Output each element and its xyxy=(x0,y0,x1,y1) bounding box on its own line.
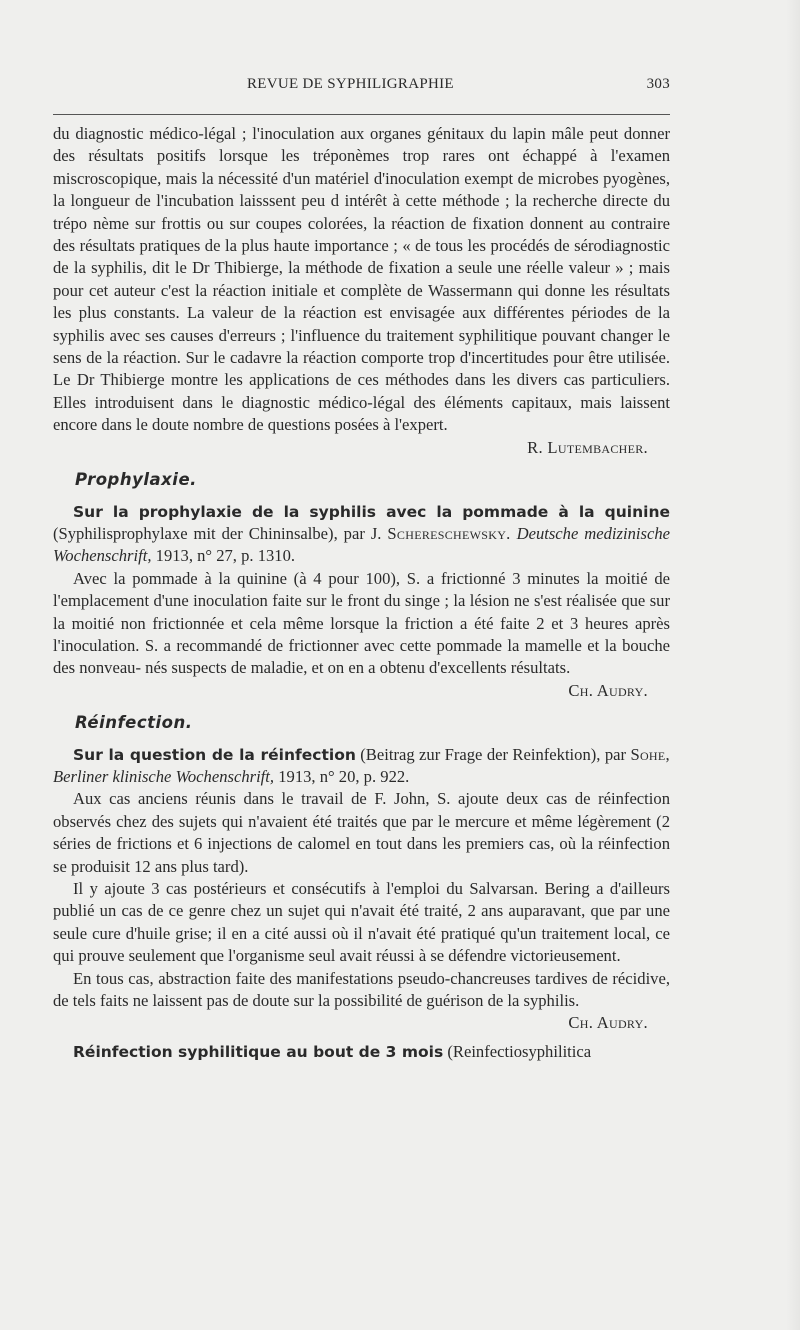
header-rule xyxy=(53,114,670,115)
journal-title: REVUE DE SYPHILIGRAPHIE xyxy=(247,76,454,92)
section1-reference xyxy=(53,501,670,568)
section2-ref-plain: (Beitrag zur Frage der Reinfektion), par xyxy=(360,744,627,764)
section2-signature xyxy=(53,1012,670,1034)
section1-journal: Deutsche medizinische Wochenschrift, xyxy=(53,523,671,566)
section2-signature-text: Ch. Audry. xyxy=(568,1013,648,1033)
section3-ref-plain: (Reinfectiosyphilitica xyxy=(447,1041,592,1061)
intro-signature xyxy=(53,437,670,459)
intro-signature-text: R. Lutembacher. xyxy=(527,437,648,457)
running-head xyxy=(53,72,670,98)
section1-ref-plain: (Syphilisprophylaxe mit der Chininsalbe), par J. xyxy=(53,523,382,543)
section-heading-reinfection: Réinfection. xyxy=(75,713,193,733)
intro-paragraph: du diagnostic médico-légal ; l'inoculation aux organes génitaux du lapin mâle peut donner des résultats positifs lorsque les tréponèmes trop rares ont échappé à l'examen miscroscopique, mais la nécessité d'un matériel d'inoculation exempt de microbes pyogènes, la longueur de l'incubation laisssent peu d intérêt à cette méthode ; la recherche directe du trépo nème sur frottis ou sur coupes colorées, la réaction de fixation donnent au contraire des résultats pratiques de la plus haute importance ; « de tous les procédés de sérodiagnostic de la syphilis, dit le Dr Thibierge, la méthode de fixation a seule une réelle valeur » ; mais pour cet auteur c'est la réaction initiale et complète de Wassermann qui donne les résultats les plus constants. La valeur de la réaction est envisagée aux différentes périodes de la syphilis avec ses causes d'erreurs ; l'influence du traitement syphilitique pouvant changer le sens de la réaction. Sur le cadavre la réaction comporte trop d'incertitudes pour être utilisée. Le Dr Thibierge montre les applications de ces méthodes dans les divers cas particuliers. Elles introduisent dans le diagnostic médico-légal des éléments capitaux, mais laissent encore dans le doute nombre de questions posées à l'expert. xyxy=(53,124,670,435)
section2-paragraph-1: Aux cas anciens réunis dans le travail de F. John, S. ajoute deux cas de réinfection observés chez des sujets qui n'avaient été traités que par le mercure et même légèrement (2 séries de frictions et 6 injections de calomel en tout dans les premiers cas, où la réinfection se produisit 12 ans plus tard). xyxy=(53,789,670,876)
section2-paragraph-3: En tous cas, abstraction faite des manifestations pseudo-chancreuses tardives de récidive, de tels faits ne laissent pas de doute sur la possibilité de guérison de la syphilis. xyxy=(53,968,670,1011)
page-number: 303 xyxy=(646,76,670,92)
section1-article-title: Sur la prophylaxie de la syphilis avec la pommade à la quinine xyxy=(73,502,670,521)
section2-article-title: Sur la question de la réinfection xyxy=(73,745,356,764)
paper-edge-shade xyxy=(786,0,800,1330)
section1-author: Schereschewsky. xyxy=(387,523,511,543)
section2-journal: Berliner klinische Wochenschrift, xyxy=(53,766,275,786)
section2-paragraph-2: Il y ajoute 3 cas postérieurs et consécutifs à l'emploi du Salvarsan. Bering a d'ailleurs publié un cas de ce genre chez un sujet qui n'avait été traité, 2 ans auparavant, que par une seule cure d'huile grise; il en a cité aussi où il n'avait été pratiqué qu'un traitement local, ce qui prouve seulement que l'organisme seul avait réussi à se défendre victorieusement. xyxy=(53,879,670,966)
section2-author: Sohe, xyxy=(630,744,670,764)
article-body xyxy=(53,123,670,1063)
section1-paragraph: Avec la pommade à la quinine (à 4 pour 100), S. a frictionné 3 minutes la moitié de l'emplacement d'une inoculation faite sur le front du singe ; la lésion ne s'est réalisée que sur la moitié non frictionnée et cela même lorsque la friction a été faite 2 et 3 heures après l'inoculation. S. a recommandé de frictionner avec cette pommade la mamelle et la bouche des nonveau- nés suspects de maladie, et on en a obtenu d'excellents résultats. xyxy=(53,568,670,678)
section-heading-prophylaxie: Prophylaxie. xyxy=(75,470,197,490)
section1-signature-text: Ch. Audry. xyxy=(568,680,648,700)
section3-reference xyxy=(53,1041,670,1063)
section2-ref-tail: 1913, n° 20, p. 922. xyxy=(278,766,410,786)
section3-article-title: Réinfection syphilitique au bout de 3 mois xyxy=(73,1042,444,1061)
section2-reference xyxy=(53,744,670,789)
section1-signature xyxy=(53,680,670,702)
section1-ref-tail: 1913, n° 27, p. 1310. xyxy=(155,546,296,566)
